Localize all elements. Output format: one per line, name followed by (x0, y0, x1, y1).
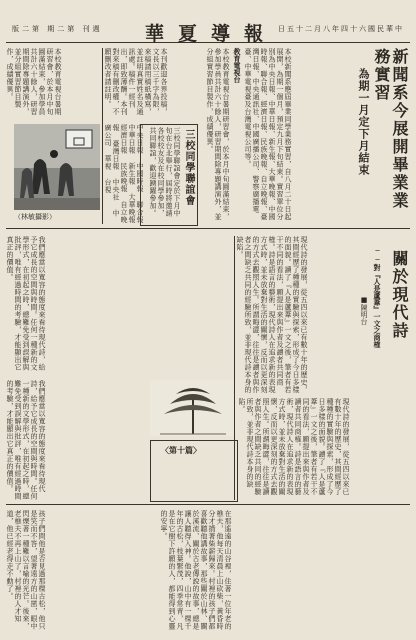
lead-headline-block (338, 48, 408, 224)
pine-tree-icon (150, 380, 236, 436)
lower-divider (6, 504, 410, 505)
serial-body-continued: 孩子們問他是否見過那棵古松，他只是笑而不答，望著遠方的山巒，眼中閃爍著一種難以言喻的光芒。後來，老樵夫不再上山了，村裡的人才知道，他已經老得走不動了。 (6, 510, 46, 630)
masthead (6, 18, 410, 43)
photo-caption: （林敏攝影） (14, 213, 56, 221)
poetry-headline-block (346, 236, 408, 396)
section-divider (6, 228, 410, 229)
newspaper-name: 華夏導報 (144, 23, 277, 45)
serial-title-box (150, 440, 238, 502)
column-rule (234, 236, 235, 500)
briefs-badge: 教育電視台 (233, 48, 242, 83)
lead-body: 本校新聞系應屆畢業同學業務實習，自八月二十日起展開，為期一個月，預定九月下旬結束。實習單位分別為中央日報、中華日報、新生報、大華晚報、中國時報、聯合報、經濟日報、民族晚報、自立晚報、臺灣日報、中央通訊社、中國廣播公司、警察廣播電臺、中華電視臺及台灣電視公司等。 (244, 48, 292, 221)
alumni-title: 三校同學聯誼會 (183, 129, 194, 206)
lead-subtitle: 為期一月定下月結束 (357, 68, 370, 176)
upper-mid-body: 本刊歡迎各界投稿，文長以三千字為限，來稿請用稿紙橫寫，並註明真實姓名及通訊處。稿件一經刊出，即致薄酬。本刊對來稿有刪改權，不願刪改者請註明。 (104, 48, 168, 116)
issue-info: 版二第 期二第 刊週 (12, 25, 103, 33)
upper-left-text (6, 48, 102, 120)
alumni-notice-box (140, 124, 198, 226)
lower-right-body: 現代詩的發展，從五四以來已有數十年的歷史，其間經歷了種種的實驗與探索，形成了今日多樣的面貌。讀了『人是蘆葦』一文之後，筆者有若干不同的看法，願提出來與作者及讀者共同商榷。詩是語言的藝術，現代詩人在追求新的表現方式時，並未放棄對生活的關懷，反而以更深刻的方式去觀照人生。所謂晦澀，往往是讀者與作者之間缺乏共同的經驗所致，並非現代詩本身的缺陷。 (238, 398, 350, 496)
lower-left-text (6, 380, 146, 500)
lower-left-body: 我們應當以寬容的態度來看待現代詩，給予它成長的空間與時間。任何一種新的文學形式，在初起之時，總難免受到誤解與批評，唯有經過時間的考驗，才能顯出它真正的價值。 (6, 380, 46, 500)
lower-right-text (238, 398, 408, 498)
photo-image (14, 124, 100, 210)
media-list-block (104, 124, 144, 224)
serial-body-left (6, 510, 156, 630)
poetry-body-continued: 我們應當以寬容的態度來看待現代詩，給予它成長的空間與時間。任何一種新的文學形式，在初起之時，總難免受到誤解與批評，唯有經過時間的考驗，才能顯出它真正的價值。 (6, 236, 46, 371)
publication-date: 日五十二月八年四十六國民華中 (278, 25, 404, 33)
lead-headline: 新聞系今展開畢業業務實習 (372, 48, 409, 210)
basketball-photo (14, 124, 100, 210)
poetry-subtitle: ──對『人是蘆葦』一文之商榷 (373, 246, 382, 348)
serial-body: 在那遙遠的山谷裡，住著一位年老的樵夫，他每天清晨上山砍柴，黃昏時分才揹著柴薪歸來。村裡的孩子們都喜歡聽他講故事，那些關於山林、關於溪流、關於古老傳說的故事，總是讓人聽得入神。他說，山中有一棵千年的古松，枝葉繁茂，四季常青，凡是在它樹下許願的人，都能得到心靈的安寧。 (160, 510, 232, 630)
upper-mid-text (104, 48, 198, 122)
briefs-body: 本校教育電視台暑期研習會，於本月中旬圓滿結束，參加學員共計六十餘人，研習期間除專題講演外，並分組實習節目製作，成績優異。 (206, 48, 230, 221)
poetry-body-right (236, 236, 342, 396)
briefs-block (200, 48, 242, 224)
upper-left-body: 本校教育電視台暑期研習會，於本月中旬圓滿結束，參加學員共計六十餘人，研習期間除專題講演外，並分組實習節目製作，成績優異。 (6, 48, 62, 116)
alumni-body: 三校同學聯誼會定於下月中旬在台北舉行，屆時將邀請各校校友及在校同學參加，共同聯誼，歡迎踴躍參加。 (149, 127, 181, 217)
poetry-body-left (6, 236, 232, 376)
column-rule (102, 48, 103, 224)
media-list: 中央日報 中國時報 聯合報 中華日報 新生報 大華晚報 經濟日報 民族晚報 自立晚報 臺灣日報 中央社 中廣公司 華視 台視 (104, 124, 144, 224)
serial-title: 〈第十篇〉 (161, 445, 201, 455)
pine-illustration (150, 380, 236, 436)
lead-body-block (244, 48, 336, 224)
poetry-headline: 關於現代詩 (390, 250, 409, 340)
poetry-byline: ■陳明台 (360, 296, 368, 325)
poetry-body: 現代詩的發展，從五四以來已有數十年的歷史，其間經歷了種種的實驗與探索，形成了今日多樣的面貌。讀了『人是蘆葦』一文之後，筆者有若干不同的看法，願提出來與作者及讀者共同商榷。詩是語言的藝術，現代詩人在追求新的表現方式時，並未放棄對生活的關懷，反而以更深刻的方式去觀照人生。所謂晦澀，往往是讀者與作者之間缺乏共同的經驗所致，並非現代詩本身的缺陷。 (236, 236, 308, 394)
serial-body-right (160, 510, 408, 630)
